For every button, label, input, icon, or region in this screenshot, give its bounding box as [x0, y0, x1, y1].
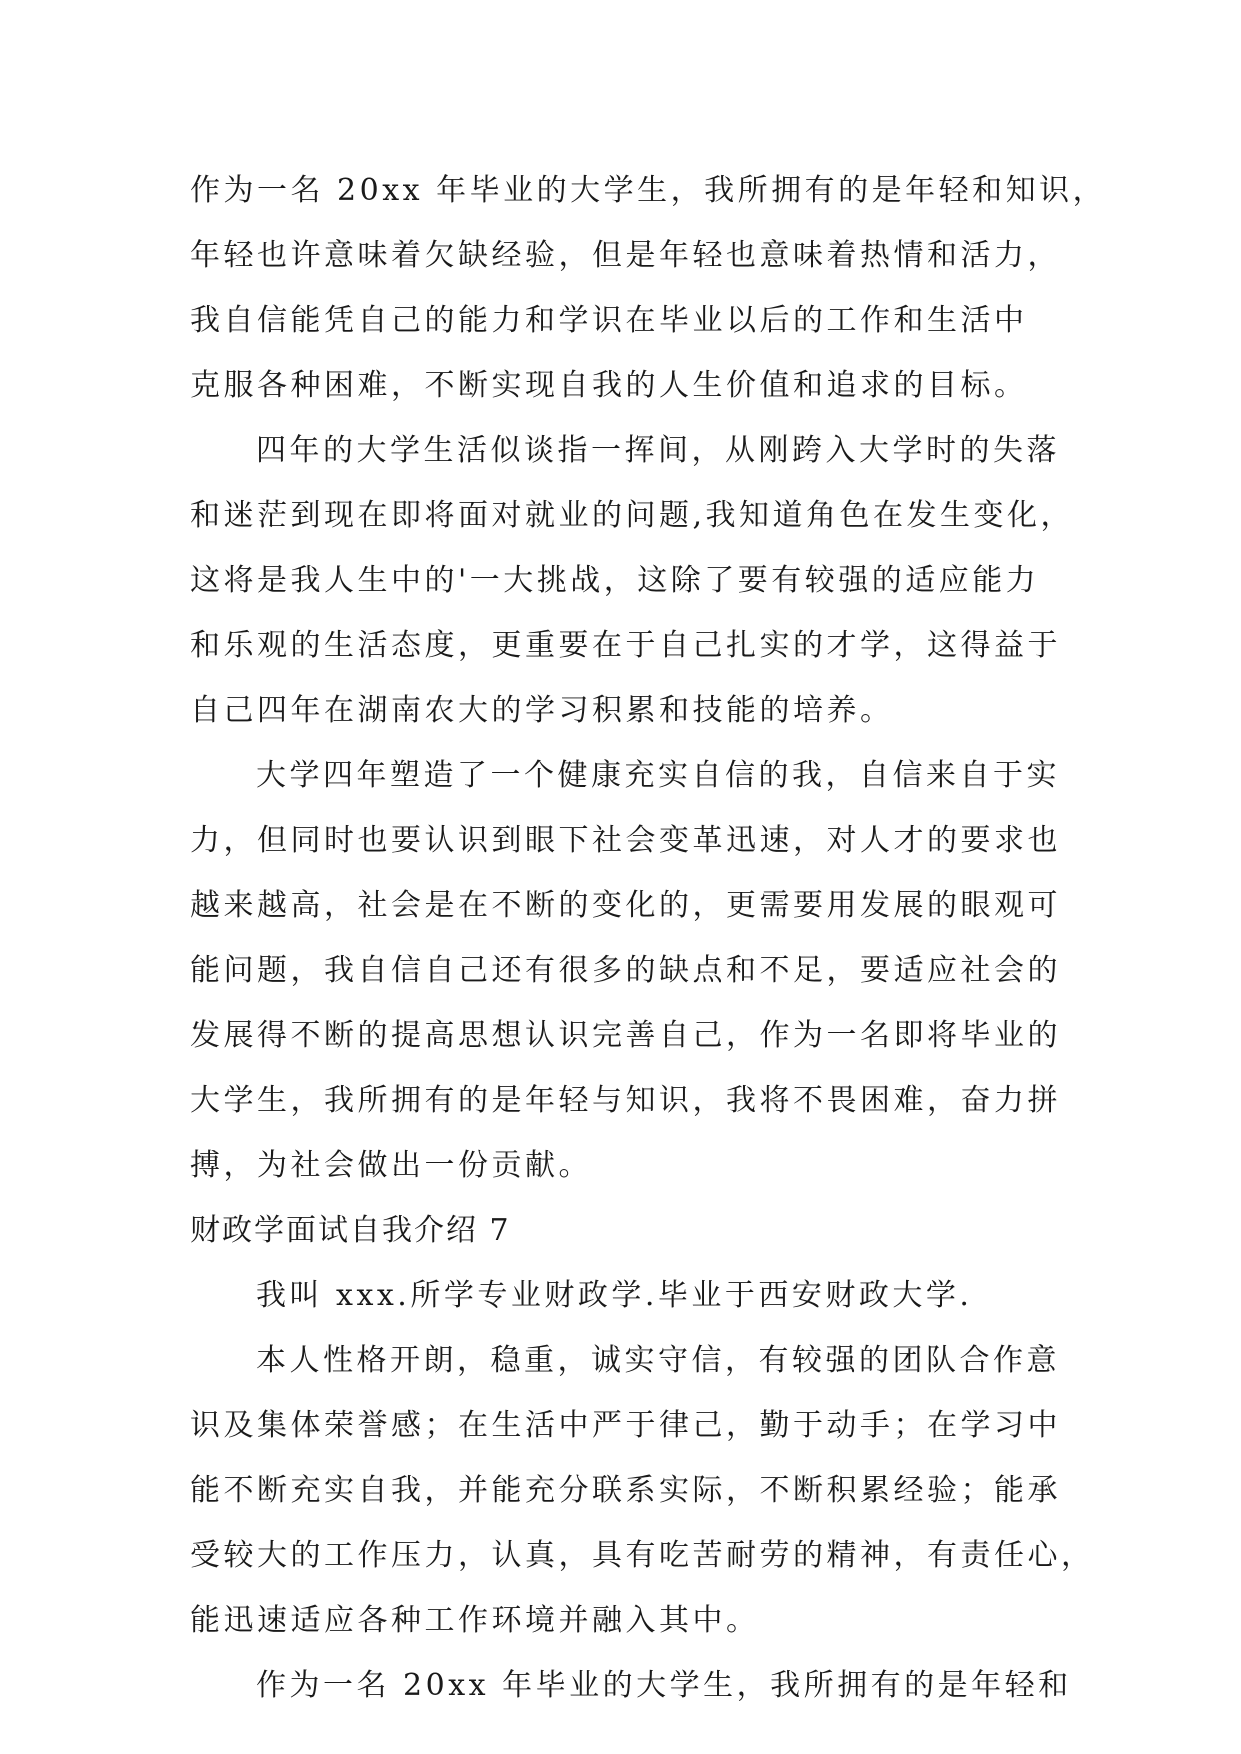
paragraph-line: 发展得不断的提高思想认识完善自己，作为一名即将毕业的: [190, 1018, 1061, 1053]
paragraph-line: 克服各种困难，不断实现自我的人生价值和追求的目标。: [190, 368, 1028, 403]
paragraph-line: 这将是我人生中的'一大挑战，这除了要有较强的适应能力: [190, 563, 1040, 598]
paragraph-line: 我自信能凭自己的能力和学识在毕业以后的工作和生活中: [190, 303, 1028, 338]
paragraph-line: 四年的大学生活似谈指一挥间，从刚跨入大学时的失落: [256, 433, 1060, 468]
paragraph-line: 能不断充实自我，并能充分联系实际，不断积累经验；能承: [190, 1473, 1061, 1508]
paragraph: [190, 158, 1107, 418]
paragraph-line: 我叫 xxx.所学专业财政学.毕业于西安财政大学.: [256, 1278, 973, 1313]
paragraph-line: 和乐观的生活态度，更重要在于自己扎实的才学，这得益于: [190, 628, 1061, 663]
paragraph-line: 受较大的工作压力，认真，具有吃苦耐劳的精神，有责任心，: [190, 1538, 1095, 1573]
paragraph-line: 大学生，我所拥有的是年轻与知识，我将不畏困难，奋力拼: [190, 1083, 1061, 1118]
paragraph: [190, 1653, 1072, 1718]
paragraph-line: 年轻也许意味着欠缺经验，但是年轻也意味着热情和活力，: [190, 238, 1061, 273]
paragraph-line: 搏，为社会做出一份贡献。: [190, 1148, 592, 1183]
paragraph-line: 和迷茫到现在即将面对就业的问题,我知道角色在发生变化，: [190, 498, 1075, 533]
paragraph-line: 自己四年在湖南农大的学习积累和技能的培养。: [190, 693, 894, 728]
paragraph-line: 大学四年塑造了一个健康充实自信的我，自信来自于实: [256, 758, 1060, 793]
document-body: [190, 158, 1107, 1718]
paragraph: [190, 743, 1061, 1198]
paragraph: [190, 1263, 1050, 1328]
paragraph-line: 识及集体荣誉感；在生活中严于律己，勤于动手；在学习中: [190, 1408, 1061, 1443]
paragraph-line: 本人性格开朗，稳重，诚实守信，有较强的团队合作意: [256, 1343, 1060, 1378]
paragraph-line: 能问题，我自信自己还有很多的缺点和不足，要适应社会的: [190, 953, 1061, 988]
paragraph-line: 越来越高，社会是在不断的变化的，更需要用发展的眼观可: [190, 888, 1061, 923]
paragraph-line: 能迅速适应各种工作环境并融入其中。: [190, 1603, 760, 1638]
paragraph: [190, 1328, 1095, 1653]
section-heading: 财政学面试自我介绍 7: [190, 1213, 511, 1248]
paragraph: [190, 418, 1075, 743]
paragraph-line: 力，但同时也要认识到眼下社会变革迅速，对人才的要求也: [190, 823, 1061, 858]
paragraph-line: 作为一名 20xx 年毕业的大学生，我所拥有的是年轻和: [256, 1668, 1072, 1703]
paragraph-line: 作为一名 20xx 年毕业的大学生，我所拥有的是年轻和知识，: [190, 173, 1107, 208]
